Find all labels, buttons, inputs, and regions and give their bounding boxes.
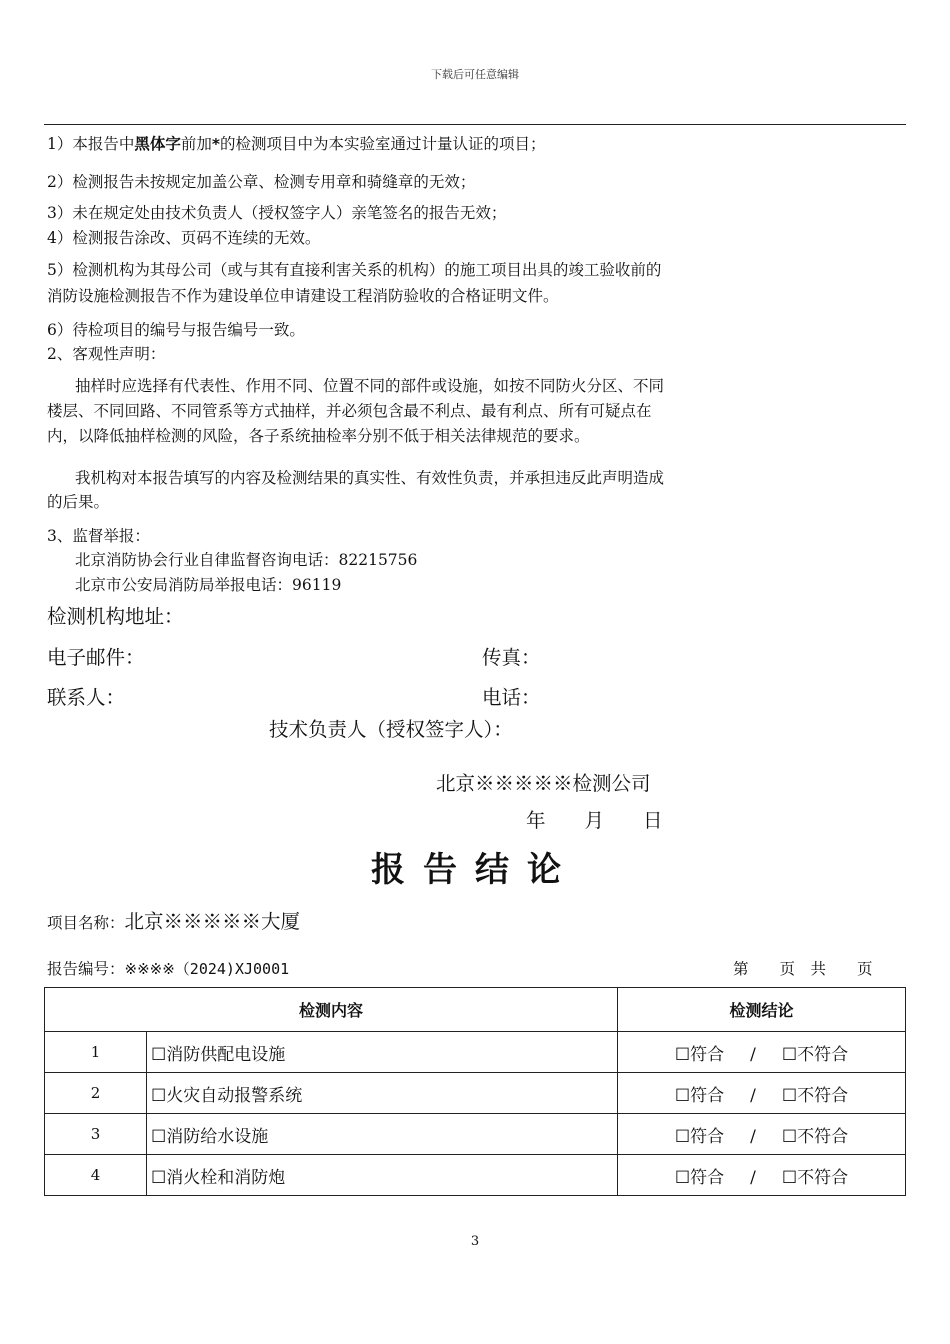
company-name: 北京※※※※※检测公司: [436, 772, 651, 795]
header-inspection-conclusion: 检测结论: [618, 988, 906, 1032]
table-row: [45, 1114, 906, 1155]
email-label: 电子邮件：: [47, 646, 145, 669]
objectivity-para2-line1: 我机构对本报告填写的内容及检测结果的真实性、有效性负责，并承担违反此声明造成: [75, 469, 665, 487]
report-number-value: ※※※※（2024)XJ0001: [124, 960, 290, 978]
row-conclusion: [618, 1073, 906, 1114]
note-5-line1: 5）检测机构为其母公司（或与其有直接利害关系的机构）的施工项目出具的竣工验收前的: [47, 261, 662, 279]
objectivity-para1-line3: 内，以降低抽样检测的风险，各子系统抽检率分别不低于相关法律规范的要求。: [47, 427, 590, 445]
header-inspection-content: 检测内容: [45, 988, 618, 1032]
result-separator: /: [750, 1044, 756, 1065]
objectivity-heading: 2、客观性声明：: [47, 345, 166, 363]
note-6: 6）待检项目的编号与报告编号一致。: [47, 321, 305, 339]
page-number: 3: [470, 1234, 480, 1249]
note-4: 4）检测报告涂改、页码不连续的无效。: [47, 229, 321, 247]
note-1-mid: 前加: [180, 135, 212, 153]
row-conclusion: [618, 1114, 906, 1155]
phone-label: 电话：: [482, 686, 541, 709]
report-number-row: [47, 957, 289, 981]
note-1-pre: 1）本报告中: [47, 135, 135, 153]
report-number-label: 报告编号：: [47, 960, 125, 978]
table-header-row: [45, 988, 906, 1032]
note-1: [47, 132, 546, 156]
report-title: 报告结论: [371, 850, 579, 890]
contact-person-label: 联系人：: [47, 686, 126, 709]
report-date: 年 月 日: [526, 809, 663, 832]
pass-checkbox[interactable]: ☐符合: [674, 1044, 725, 1065]
pass-checkbox[interactable]: ☐符合: [674, 1085, 725, 1106]
result-separator: /: [750, 1126, 756, 1147]
row-number: 4: [45, 1155, 147, 1196]
fail-checkbox[interactable]: ☐不符合: [781, 1126, 849, 1147]
row-number: 1: [45, 1032, 147, 1073]
row-number: 3: [45, 1114, 147, 1155]
address-label: 检测机构地址：: [47, 605, 184, 628]
objectivity-para1-line1: 抽样时应选择有代表性、作用不同、位置不同的部件或设施，如按不同防火分区、不同: [75, 377, 665, 395]
page-info: 第 页 共 页: [733, 960, 873, 978]
note-1-post: 的检测项目中为本实验室通过计量认证的项目；: [220, 135, 546, 153]
row-item[interactable]: ☐消防供配电设施: [147, 1032, 618, 1073]
table-row: [45, 1032, 906, 1073]
row-item[interactable]: ☐火灾自动报警系统: [147, 1073, 618, 1114]
note-1-bold: 黑体字: [134, 135, 181, 153]
supervision-line2: 北京市公安局消防局举报电话：96119: [75, 576, 342, 594]
note-1-star: *: [211, 135, 221, 153]
supervision-heading: 3、监督举报：: [47, 527, 150, 545]
tech-lead-label: 技术负责人（授权签字人）：: [269, 718, 513, 741]
header-note: 下载后可任意编辑: [431, 68, 519, 81]
project-name: 北京※※※※※大厦: [124, 910, 301, 933]
supervision-line1: 北京消防协会行业自律监督咨询电话：82215756: [75, 551, 418, 569]
fail-checkbox[interactable]: ☐不符合: [781, 1167, 849, 1188]
table-row: [45, 1155, 906, 1196]
fail-checkbox[interactable]: ☐不符合: [781, 1044, 849, 1065]
pass-checkbox[interactable]: ☐符合: [674, 1126, 725, 1147]
fax-label: 传真：: [482, 646, 541, 669]
row-item[interactable]: ☐消防给水设施: [147, 1114, 618, 1155]
header-divider: [44, 124, 906, 125]
table-row: [45, 1073, 906, 1114]
pass-checkbox[interactable]: ☐符合: [674, 1167, 725, 1188]
row-number: 2: [45, 1073, 147, 1114]
project-label: 项目名称：: [47, 914, 125, 932]
fail-checkbox[interactable]: ☐不符合: [781, 1085, 849, 1106]
note-3: 3）未在规定处由技术负责人（授权签字人）亲笔签名的报告无效；: [47, 204, 507, 222]
row-conclusion: [618, 1155, 906, 1196]
row-conclusion: [618, 1032, 906, 1073]
project-row: [47, 910, 300, 935]
conclusion-table: [44, 987, 906, 1196]
objectivity-para1-line2: 楼层、不同回路、不同管系等方式抽样，并必须包含最不利点、最有利点、所有可疑点在: [47, 402, 652, 420]
result-separator: /: [750, 1167, 756, 1188]
note-2: 2）检测报告未按规定加盖公章、检测专用章和骑缝章的无效；: [47, 173, 476, 191]
row-item[interactable]: ☐消火栓和消防炮: [147, 1155, 618, 1196]
objectivity-para2-line2: 的后果。: [47, 493, 110, 511]
result-separator: /: [750, 1085, 756, 1106]
note-5-line2: 消防设施检测报告不作为建设单位申请建设工程消防验收的合格证明文件。: [47, 287, 559, 305]
